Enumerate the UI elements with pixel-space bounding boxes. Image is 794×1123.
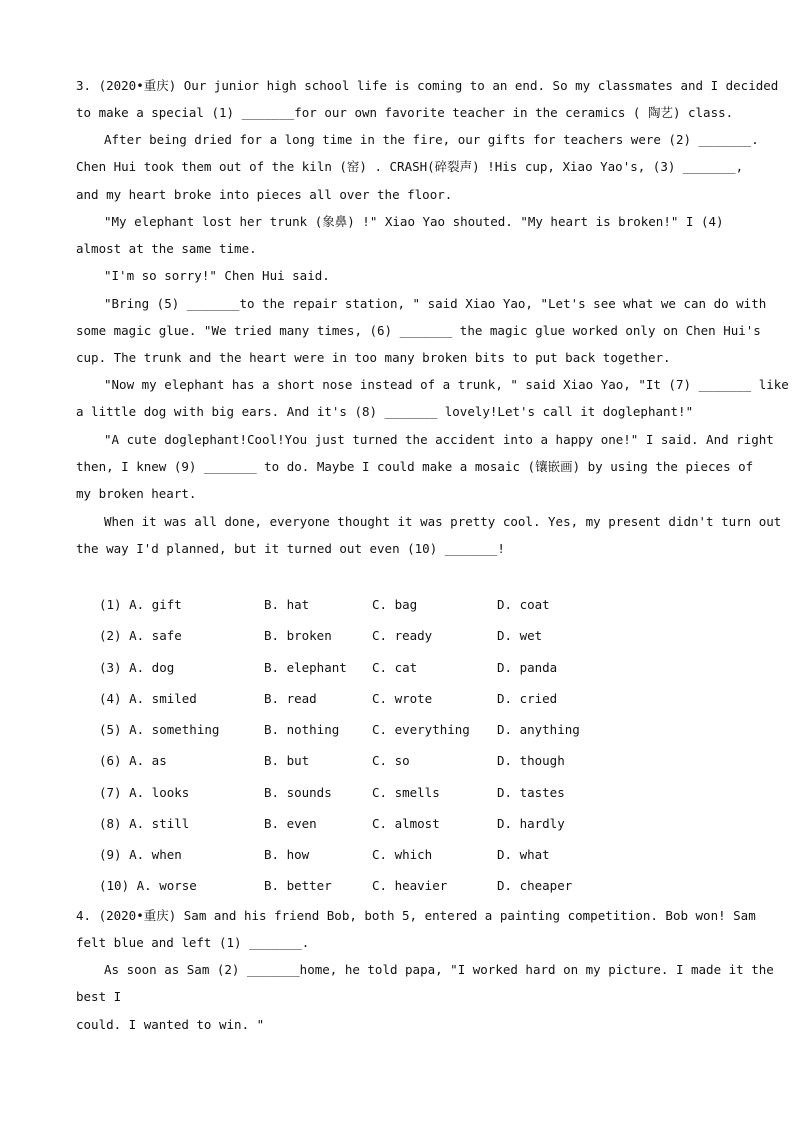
option-a: (7) A. looks bbox=[99, 785, 190, 800]
option-a: (4) A. smiled bbox=[99, 691, 197, 706]
q3-line-1: 3. (2020•重庆) Our junior high school life is coming to an end. So my classmates and I decided bbox=[76, 78, 779, 93]
q3-line-14: "A cute doglephant!Cool!You just turned the accident into a happy one!" I said. And right bbox=[104, 432, 774, 447]
option-a: (2) A. safe bbox=[99, 628, 182, 643]
option-d: D. though bbox=[497, 753, 565, 768]
option-d: D. wet bbox=[497, 628, 543, 643]
option-c: C. which bbox=[372, 847, 433, 862]
q4-line-3: As soon as Sam (2) _______home, he told papa, "I worked hard on my picture. I made it the bbox=[104, 962, 774, 977]
q3-line-6: "My elephant lost her trunk (象鼻) !" Xiao Yao shouted. "My heart is broken!" I (4) bbox=[104, 214, 724, 229]
option-d: D. hardly bbox=[497, 816, 565, 831]
option-b: B. sounds bbox=[264, 785, 332, 800]
q3-line-16: my broken heart. bbox=[76, 486, 197, 501]
option-b: B. nothing bbox=[264, 722, 340, 737]
option-a: (9) A. when bbox=[99, 847, 182, 862]
q3-line-8: "I'm so sorry!" Chen Hui said. bbox=[104, 268, 330, 283]
option-b: B. broken bbox=[264, 628, 332, 643]
q4-line-2: felt blue and left (1) _______. bbox=[76, 935, 310, 950]
option-a: (6) A. as bbox=[99, 753, 167, 768]
option-d: D. cried bbox=[497, 691, 558, 706]
option-b: B. but bbox=[264, 753, 310, 768]
q3-line-5: and my heart broke into pieces all over the floor. bbox=[76, 187, 453, 202]
q3-line-18: the way I'd planned, but it turned out even (10) _______! bbox=[76, 541, 505, 556]
q3-line-15: then, I knew (9) _______ to do. Maybe I could make a mosaic (镶嵌画) by using the pieces of bbox=[76, 459, 754, 474]
option-c: C. ready bbox=[372, 628, 433, 643]
option-a: (1) A. gift bbox=[99, 597, 182, 612]
option-d: D. anything bbox=[497, 722, 580, 737]
q3-line-7: almost at the same time. bbox=[76, 241, 257, 256]
option-a: (10) A. worse bbox=[99, 878, 197, 893]
option-c: C. almost bbox=[372, 816, 440, 831]
option-b: B. read bbox=[264, 691, 317, 706]
option-b: B. elephant bbox=[264, 660, 347, 675]
q3-line-4: Chen Hui took them out of the kiln (窑) . CRASH(碎裂声) !His cup, Xiao Yao's, (3) _______, bbox=[76, 159, 744, 174]
q4-line-4: best I bbox=[76, 989, 122, 1004]
q3-line-11: cup. The trunk and the heart were in too many broken bits to put back together. bbox=[76, 350, 671, 365]
option-c: C. everything bbox=[372, 722, 470, 737]
option-b: B. how bbox=[264, 847, 310, 862]
q3-line-9: "Bring (5) _______to the repair station, " said Xiao Yao, "Let's see what we can do with bbox=[104, 296, 767, 311]
q3-line-2: to make a special (1) _______for our own favorite teacher in the ceramics ( 陶艺) class. bbox=[76, 105, 734, 120]
option-c: C. bag bbox=[372, 597, 418, 612]
option-a: (5) A. something bbox=[99, 722, 220, 737]
option-d: D. what bbox=[497, 847, 550, 862]
option-b: B. even bbox=[264, 816, 317, 831]
option-c: C. so bbox=[372, 753, 410, 768]
q3-line-12: "Now my elephant has a short nose instead of a trunk, " said Xiao Yao, "It (7) _______ like bbox=[104, 377, 789, 392]
q3-line-10: some magic glue. "We tried many times, (6) _______ the magic glue worked only on Chen Hui's bbox=[76, 323, 761, 338]
option-c: C. heavier bbox=[372, 878, 448, 893]
q4-line-5: could. I wanted to win. " bbox=[76, 1017, 265, 1032]
option-c: C. wrote bbox=[372, 691, 433, 706]
option-d: D. cheaper bbox=[497, 878, 573, 893]
q3-line-13: a little dog with big ears. And it's (8) _______ lovely!Let's call it doglephant!" bbox=[76, 404, 694, 419]
option-a: (3) A. dog bbox=[99, 660, 175, 675]
option-b: B. better bbox=[264, 878, 332, 893]
option-c: C. cat bbox=[372, 660, 418, 675]
option-c: C. smells bbox=[372, 785, 440, 800]
option-a: (8) A. still bbox=[99, 816, 190, 831]
option-d: D. panda bbox=[497, 660, 558, 675]
q4-line-1: 4. (2020•重庆) Sam and his friend Bob, both 5, entered a painting competition. Bob won! Sam bbox=[76, 908, 756, 923]
option-d: D. tastes bbox=[497, 785, 565, 800]
option-d: D. coat bbox=[497, 597, 550, 612]
q3-line-17: When it was all done, everyone thought it was pretty cool. Yes, my present didn't turn out bbox=[104, 514, 782, 529]
q3-line-3: After being dried for a long time in the fire, our gifts for teachers were (2) _______. bbox=[104, 132, 759, 147]
option-b: B. hat bbox=[264, 597, 310, 612]
